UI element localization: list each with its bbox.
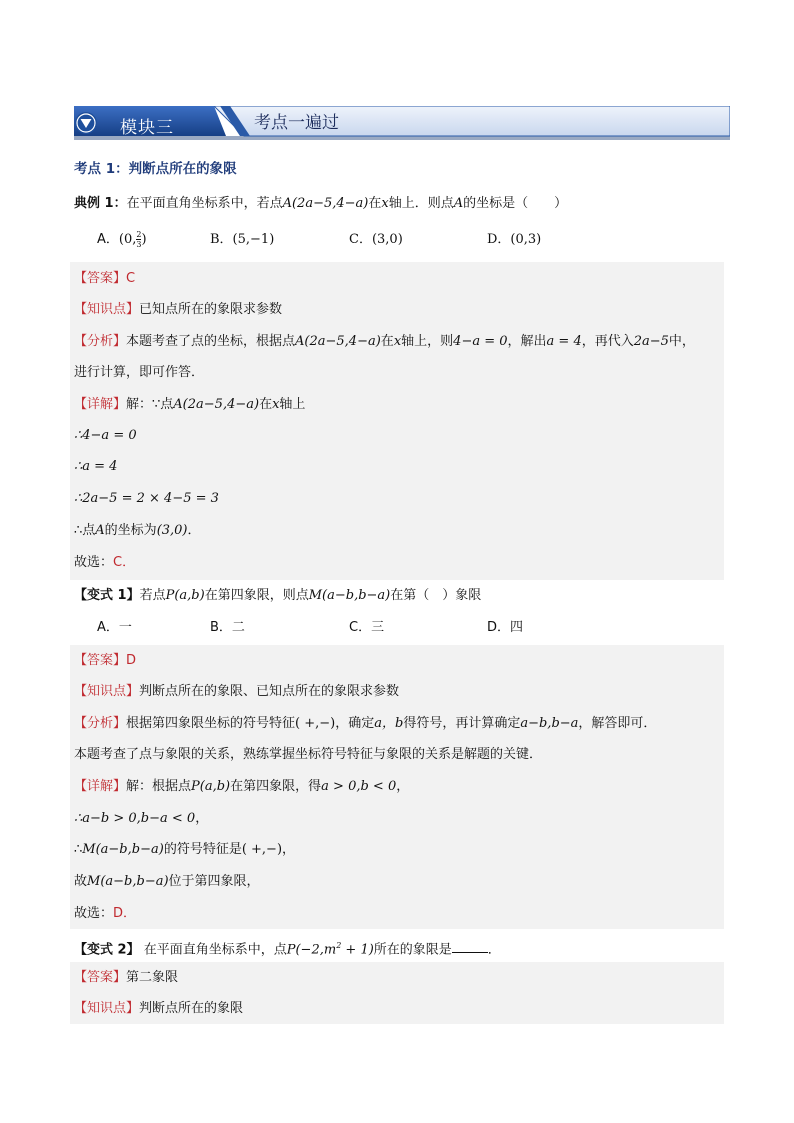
q-math: P(−2,m [286,942,337,958]
example1-step-3: ∴2a−5 = 2 × 4−5 = 3 [74,491,219,506]
step-text: 的坐标为 [104,523,157,538]
example1-analysis-line2: 进行计算，即可作答． [74,365,205,380]
analysis-text: ，确定 [335,716,375,731]
analysis-text: 根据第四象限坐标的符号特征 [126,716,296,731]
topic-title: 判断点所在的象限 [128,161,237,177]
answer-blank [452,940,488,953]
q-text: 在平面直角坐标系中，点 [143,942,287,958]
knowledge-text: 判断点所在的象限 [139,1001,244,1016]
fraction-denominator: 3 [136,240,142,249]
variant1-detail [74,776,409,798]
choice-text: 故选： [74,555,114,570]
variant1-option-c: C．三 [349,620,385,635]
variant1-label: 【变式 1】 [74,588,140,603]
variant1-question [74,585,481,607]
option-a-label: A． [97,232,119,247]
detail-math: P(a,b) [191,779,231,794]
variant1-choice [74,903,136,925]
step-math: (3,0) [156,523,188,538]
q-text: 在第（ ）象限 [390,588,482,603]
choice-value: C． [113,555,136,570]
q-math: A(2a−5,4−a) [282,196,369,211]
variant2-answer [74,967,178,989]
variant1-answer [74,650,136,672]
choice-value: D． [113,906,137,921]
example1-step-2: ∴a = 4 [74,459,118,474]
step-math: ( +,−) [241,842,283,857]
topic-label: 考点 1： [74,161,129,177]
step-text: 位于第四象限， [168,874,260,889]
example1-label: 典例 1： [74,196,127,211]
variant1-step-3 [74,871,260,893]
answer-tag: 【答案】 [74,271,127,286]
analysis-math: A(2a−5,4−a) [295,334,381,349]
detail-tag: 【详解】 [74,397,127,412]
knowledge-tag: 【知识点】 [74,684,140,699]
answer-tag: 【答案】 [74,970,127,985]
step-math: M(a−b,b−a) [87,874,169,889]
q-text: 在第四象限，则点 [204,588,309,603]
q-text: 轴上．则点 [388,196,454,211]
analysis-text: 在 [380,334,394,349]
q-text: 在平面直角坐标系中，若点 [126,196,283,211]
analysis-tag: 【分析】 [74,334,127,349]
detail-math: x [272,397,280,412]
answer-value: D [126,653,137,668]
section-banner [74,106,730,140]
banner-module-label: 模块三 [120,118,174,138]
example1-analysis [74,331,695,353]
analysis-text: 轴上，则 [401,334,454,349]
analysis-math: 2a−5 [633,334,669,349]
q-text: 若点 [139,588,166,603]
knowledge-tag: 【知识点】 [74,302,140,317]
example1-step-4 [74,520,201,542]
example1-answer [74,268,135,290]
example1-detail [74,394,305,416]
analysis-math: 4−a = 0 [453,334,508,349]
banner-title: 考点一遍过 [254,113,339,133]
step-math: ∴a−b > 0,b−a < 0 [74,811,196,826]
variant1-option-b: B．二 [210,620,245,635]
example1-question [74,193,567,215]
q-math: x [381,196,389,211]
step-text: ， [195,811,209,826]
variant1-step-2 [74,839,295,861]
variant1-step-1 [74,808,208,830]
chevron-down-circle-icon [74,111,98,135]
q-math: + 1) [341,942,374,958]
step-math: A [95,523,105,538]
q-superscript: 2 [336,941,342,950]
analysis-tag: 【分析】 [74,716,127,731]
example1-knowledge-point [74,299,282,321]
detail-text: ， [396,779,410,794]
step-text: 故 [74,874,88,889]
variant1-option-d: D．四 [487,620,524,635]
q-text: 在 [368,196,382,211]
variant1-option-a: A．一 [97,620,132,635]
analysis-math: ( +,−) [295,716,336,731]
detail-tag: 【详解】 [74,779,127,794]
knowledge-text: 判断点所在的象限、已知点所在的象限求参数 [139,684,400,699]
option-a: A．(0, $\frac{2}{3}$ ) [97,230,147,249]
knowledge-tag: 【知识点】 [74,1001,140,1016]
q-text: 的坐标是（ ） [463,196,568,211]
analysis-text: 得符号，再计算确定 [403,716,521,731]
answer-tag: 【答案】 [74,653,127,668]
step-text: ． [187,523,201,538]
q-math: P(a,b) [165,588,205,603]
analysis-math: a = 4 [546,334,582,349]
analysis-text: 本题考查了点的坐标，根据点 [126,334,296,349]
answer-value: 第二象限 [126,970,179,985]
q-math: A [453,196,464,211]
analysis-math: a−b,b−a [520,716,579,731]
example1-step-1: ∴4−a = 0 [74,428,137,443]
detail-math: A(2a−5,4−a) [173,397,260,412]
detail-text: 解：根据点 [126,779,192,794]
analysis-math: a，b [374,716,404,731]
analysis-text: ，解出 [507,334,547,349]
topic-heading [74,158,237,181]
q-math: M(a−b,b−a) [308,588,391,603]
analysis-math: x [393,334,402,349]
analysis-text: ，再代入 [581,334,634,349]
step-text: ， [282,842,296,857]
detail-text: 解：∵点 [126,397,174,412]
q-text: 所在的象限是 [373,942,452,958]
variant2-question [74,935,501,961]
fraction-numerator: 2 [136,230,142,239]
step-text: ∴ [74,842,83,857]
option-d: D．(0,3) [487,232,542,247]
variant1-analysis-line2: 本题考查了点与象限的关系，熟练掌握坐标符号特征与象限的关系是解题的关键． [74,747,543,762]
variant2-knowledge-point [74,998,243,1020]
variant1-analysis [74,713,656,735]
step-math: M(a−b,b−a) [82,842,164,857]
step-text: ∴点 [74,523,96,538]
q-text: ． [487,942,501,958]
variant2-label: 【变式 2】 [74,942,140,958]
knowledge-text: 已知点所在的象限求参数 [139,302,283,317]
detail-text: 在 [259,397,273,412]
option-b: B．(5,−1) [210,232,275,247]
step-text: 的符号特征是 [163,842,242,857]
detail-text: 在第四象限，得 [230,779,322,794]
detail-text: 轴上 [279,397,306,412]
detail-math: a > 0,b < 0 [321,779,397,794]
analysis-text: ，解答即可． [578,716,657,731]
choice-text: 故选： [74,906,114,921]
analysis-text: 中， [668,334,695,349]
variant1-knowledge-point [74,681,399,703]
example1-choice [74,552,135,574]
answer-value: C [126,271,136,286]
option-c: C．(3,0) [349,232,403,247]
